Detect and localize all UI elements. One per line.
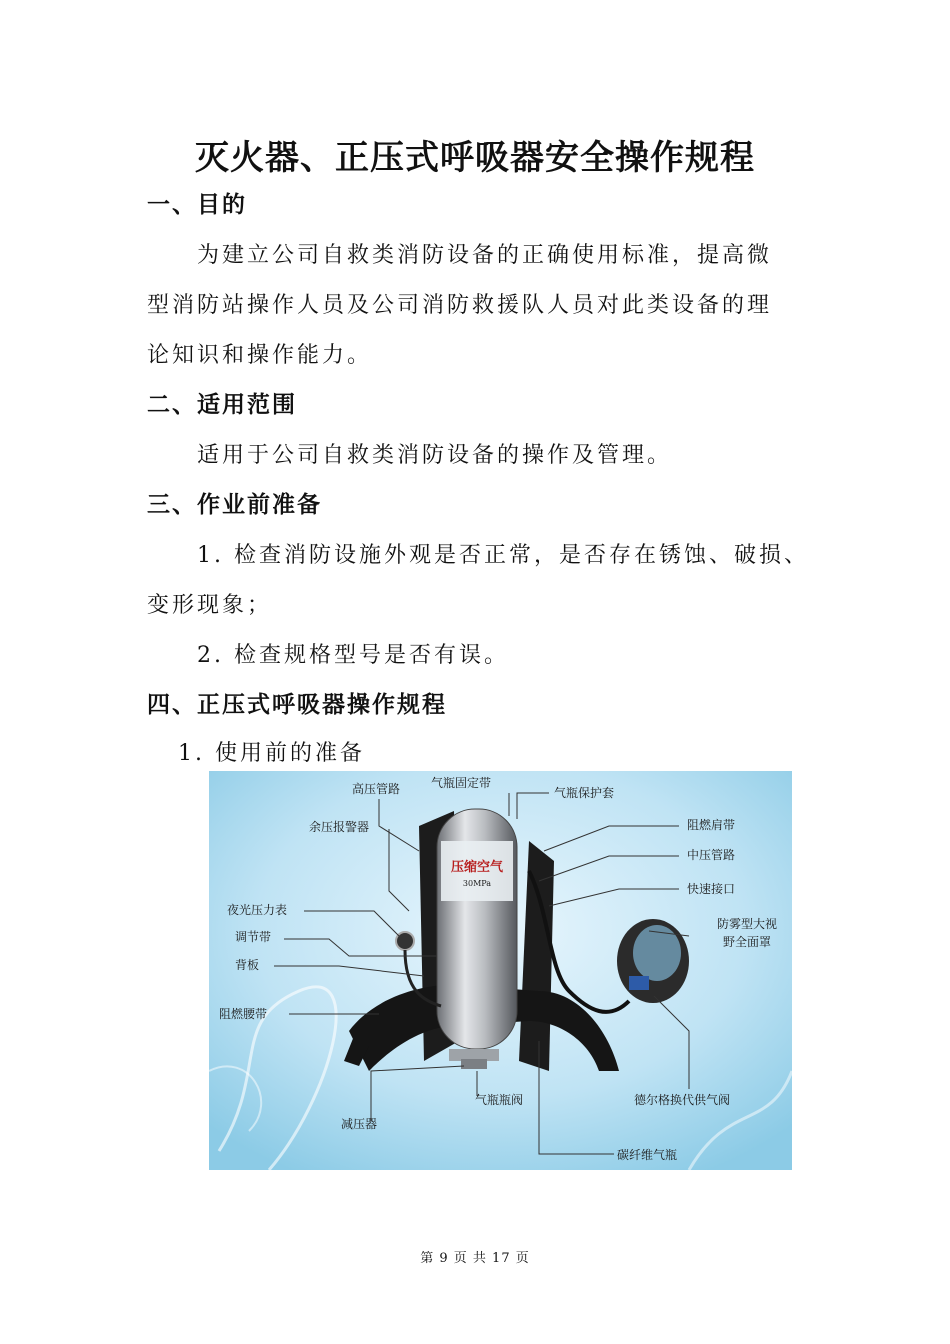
cylinder-spec: 30MPa <box>462 879 492 888</box>
purpose-line-1: 为建立公司自救类消防设备的正确使用标准，提高微 <box>197 243 773 268</box>
label-backplate: 背板 <box>235 958 260 972</box>
page-footer: 第 9 页 共 17 页 <box>420 1251 530 1266</box>
label-reducer: 减压器 <box>341 1117 378 1131</box>
scope-line-1: 适用于公司自救类消防设备的操作及管理。 <box>197 443 673 468</box>
purpose-line-2: 型消防站操作人员及公司消防救援队人员对此类设备的理 <box>147 293 773 318</box>
purpose-line-3: 论知识和操作能力。 <box>147 343 373 368</box>
label-adjust-strap: 调节带 <box>235 930 272 944</box>
label-bottle-valve: 气瓶瓶阀 <box>475 1093 524 1107</box>
label-medium-pressure-pipe: 中压管路 <box>687 848 736 862</box>
label-waist-belt: 阻燃腰带 <box>219 1007 268 1021</box>
label-high-pressure-pipe: 高压管路 <box>352 782 401 796</box>
pressure-gauge <box>396 932 414 950</box>
label-bottle-cover: 气瓶保护套 <box>554 786 615 800</box>
label-shoulder-strap: 阻燃肩带 <box>687 818 736 832</box>
section-heading-procedure: 四、正压式呼吸器操作规程 <box>147 692 447 718</box>
preparation-line-2: 变形现象； <box>147 593 273 618</box>
label-bottle-strap: 气瓶固定带 <box>431 776 492 790</box>
preparation-line-1: 1. 检查消防设施外观是否正常，是否存在锈蚀、破损、 <box>197 543 809 568</box>
page-title: 灭火器、正压式呼吸器安全操作规程 <box>195 138 755 178</box>
supply-valve-shape <box>629 976 649 990</box>
section-heading-preparation: 三、作业前准备 <box>147 492 322 518</box>
label-supply-valve: 德尔格换代供气阀 <box>634 1093 731 1107</box>
section-heading-purpose: 一、目的 <box>147 192 247 218</box>
label-mask-line-2: 野全面罩 <box>723 935 772 949</box>
section-heading-scope: 二、适用范围 <box>147 392 297 418</box>
label-residual-alarm: 余压报警器 <box>309 820 370 834</box>
preparation-line-3: 2. 检查规格型号是否有误。 <box>197 643 509 668</box>
label-mask-line-1: 防雾型大视 <box>717 917 778 931</box>
pressure-reducer <box>461 1059 487 1069</box>
mask-visor <box>633 925 681 981</box>
cylinder-text: 压缩空气 <box>450 860 504 875</box>
label-gauge: 夜光压力表 <box>227 903 288 917</box>
breathing-apparatus-diagram <box>209 771 792 1170</box>
procedure-subheading: 1. 使用前的准备 <box>178 741 365 766</box>
label-carbon-bottle: 碳纤维气瓶 <box>617 1148 678 1162</box>
label-quick-connector: 快速接口 <box>687 882 736 896</box>
